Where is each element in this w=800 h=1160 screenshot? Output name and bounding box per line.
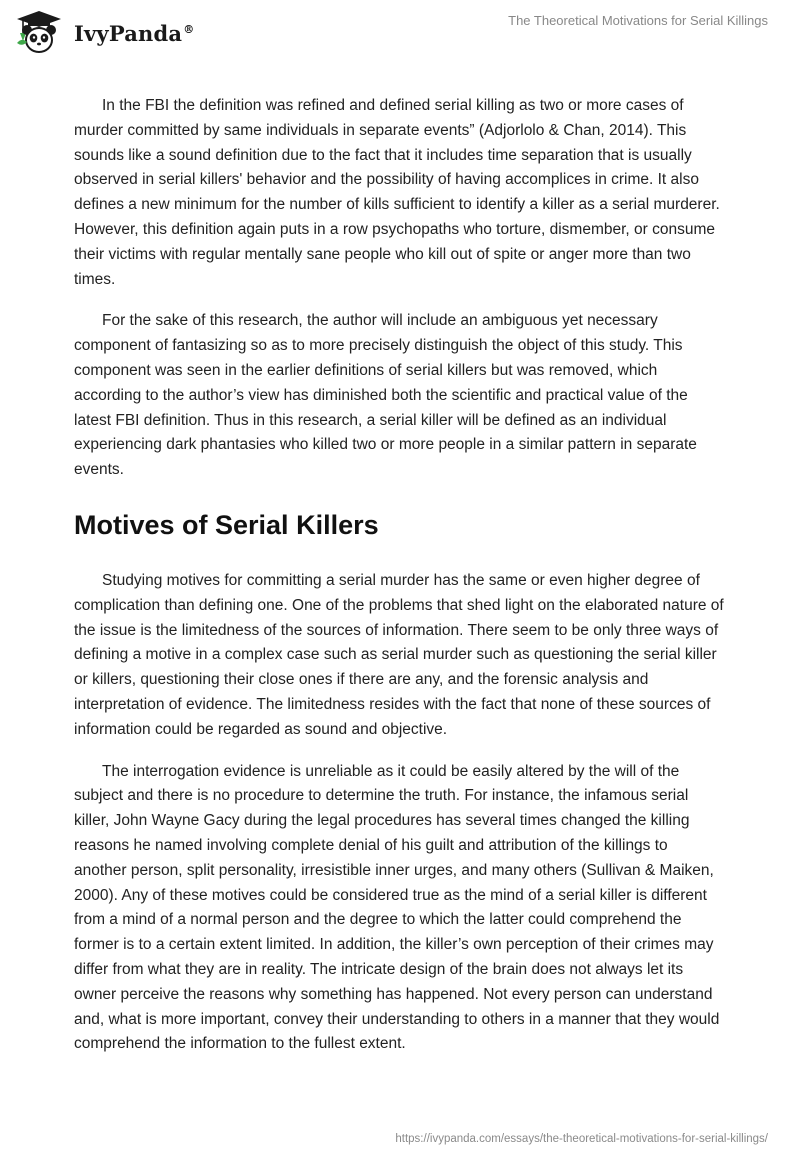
section-heading: Motives of Serial Killers (74, 509, 379, 540)
paragraph: For the sake of this research, the author will include an ambiguous yet necessary component of fantasizing so as to more precisely distinguish the object of this study. This component was seen in the earlier definitions of serial killers but was removed, which according to the author’s view has diminished both the scientific and practical value of the latest FBI definition. Thus in this research, a serial killer will be defined as an individual experiencing dark phantasies who killed two or more people in a similar pattern in separate events. (74, 312, 697, 479)
paragraph: The interrogation evidence is unreliable as it could be easily altered by the will of the subject and there is no procedure to determine the truth. For instance, the infamous serial killer, John Wayne Gacy during the legal procedures has several times changed the killing reasons he named involving complete denial of his guilt and attribution of the killings to another person, split personality, irresistible inner urges, and many others (Sullivan & Maiken, 2000). Any of these motives could be considered true as the mind of a serial killer is different from a mind of a normal person and the degree to which the latter could comprehend the former is to a certain extent limited. In addition, the killer’s own perception of their crimes may differ from what they are in reality. The intricate design of the brain does not always let its owner perceive the reasons why something has happened. Not every person can understand and, what is more important, convey their understanding to others in a manner that they would comprehend the information to the fullest extent. (74, 762, 720, 1053)
paragraph: Studying motives for committing a serial murder has the same or even higher degree of complication than defining one. One of the problems that shed light on the elaborated nature of the issue is the limitedness of the sources of information. There seem to be only three ways of defining a motive in a complex case such as serial murder such as questioning the serial killer or killers, questioning their close ones if there are any, and the forensic analysis and interpretation of evidence. The limitedness resides with the fact that none of these sources of information could be regarded as sound and objective. (74, 571, 724, 738)
essay-body (74, 94, 724, 1074)
paragraph: In the FBI the definition was refined and defined serial killing as two or more cases of murder committed by same individuals in separate events” (Adjorlolo & Chan, 2014). This sounds like a sound definition due to the fact that it includes time separation that is usually observed in serial killers' behavior and the possibility of having accomplices in crime. It also defines a new minimum for the number of kills sufficient to identify a killer as a serial murderer. However, this definition again puts in a row psychopaths who torture, dismember, or consume their victims with regular mentally sane people who kill out of spite or anger more than two times. (74, 97, 720, 288)
panda-graduate-icon (14, 9, 64, 55)
source-url[interactable]: https://ivypanda.com/essays/the-theoretical-motivations-for-serial-killings/ (395, 1133, 768, 1145)
logo-text: IvyPanda® (74, 20, 195, 46)
document-title: The Theoretical Motivations for Serial Killings (508, 13, 768, 28)
ivypanda-logo[interactable] (14, 10, 194, 54)
page-header (0, 0, 800, 70)
